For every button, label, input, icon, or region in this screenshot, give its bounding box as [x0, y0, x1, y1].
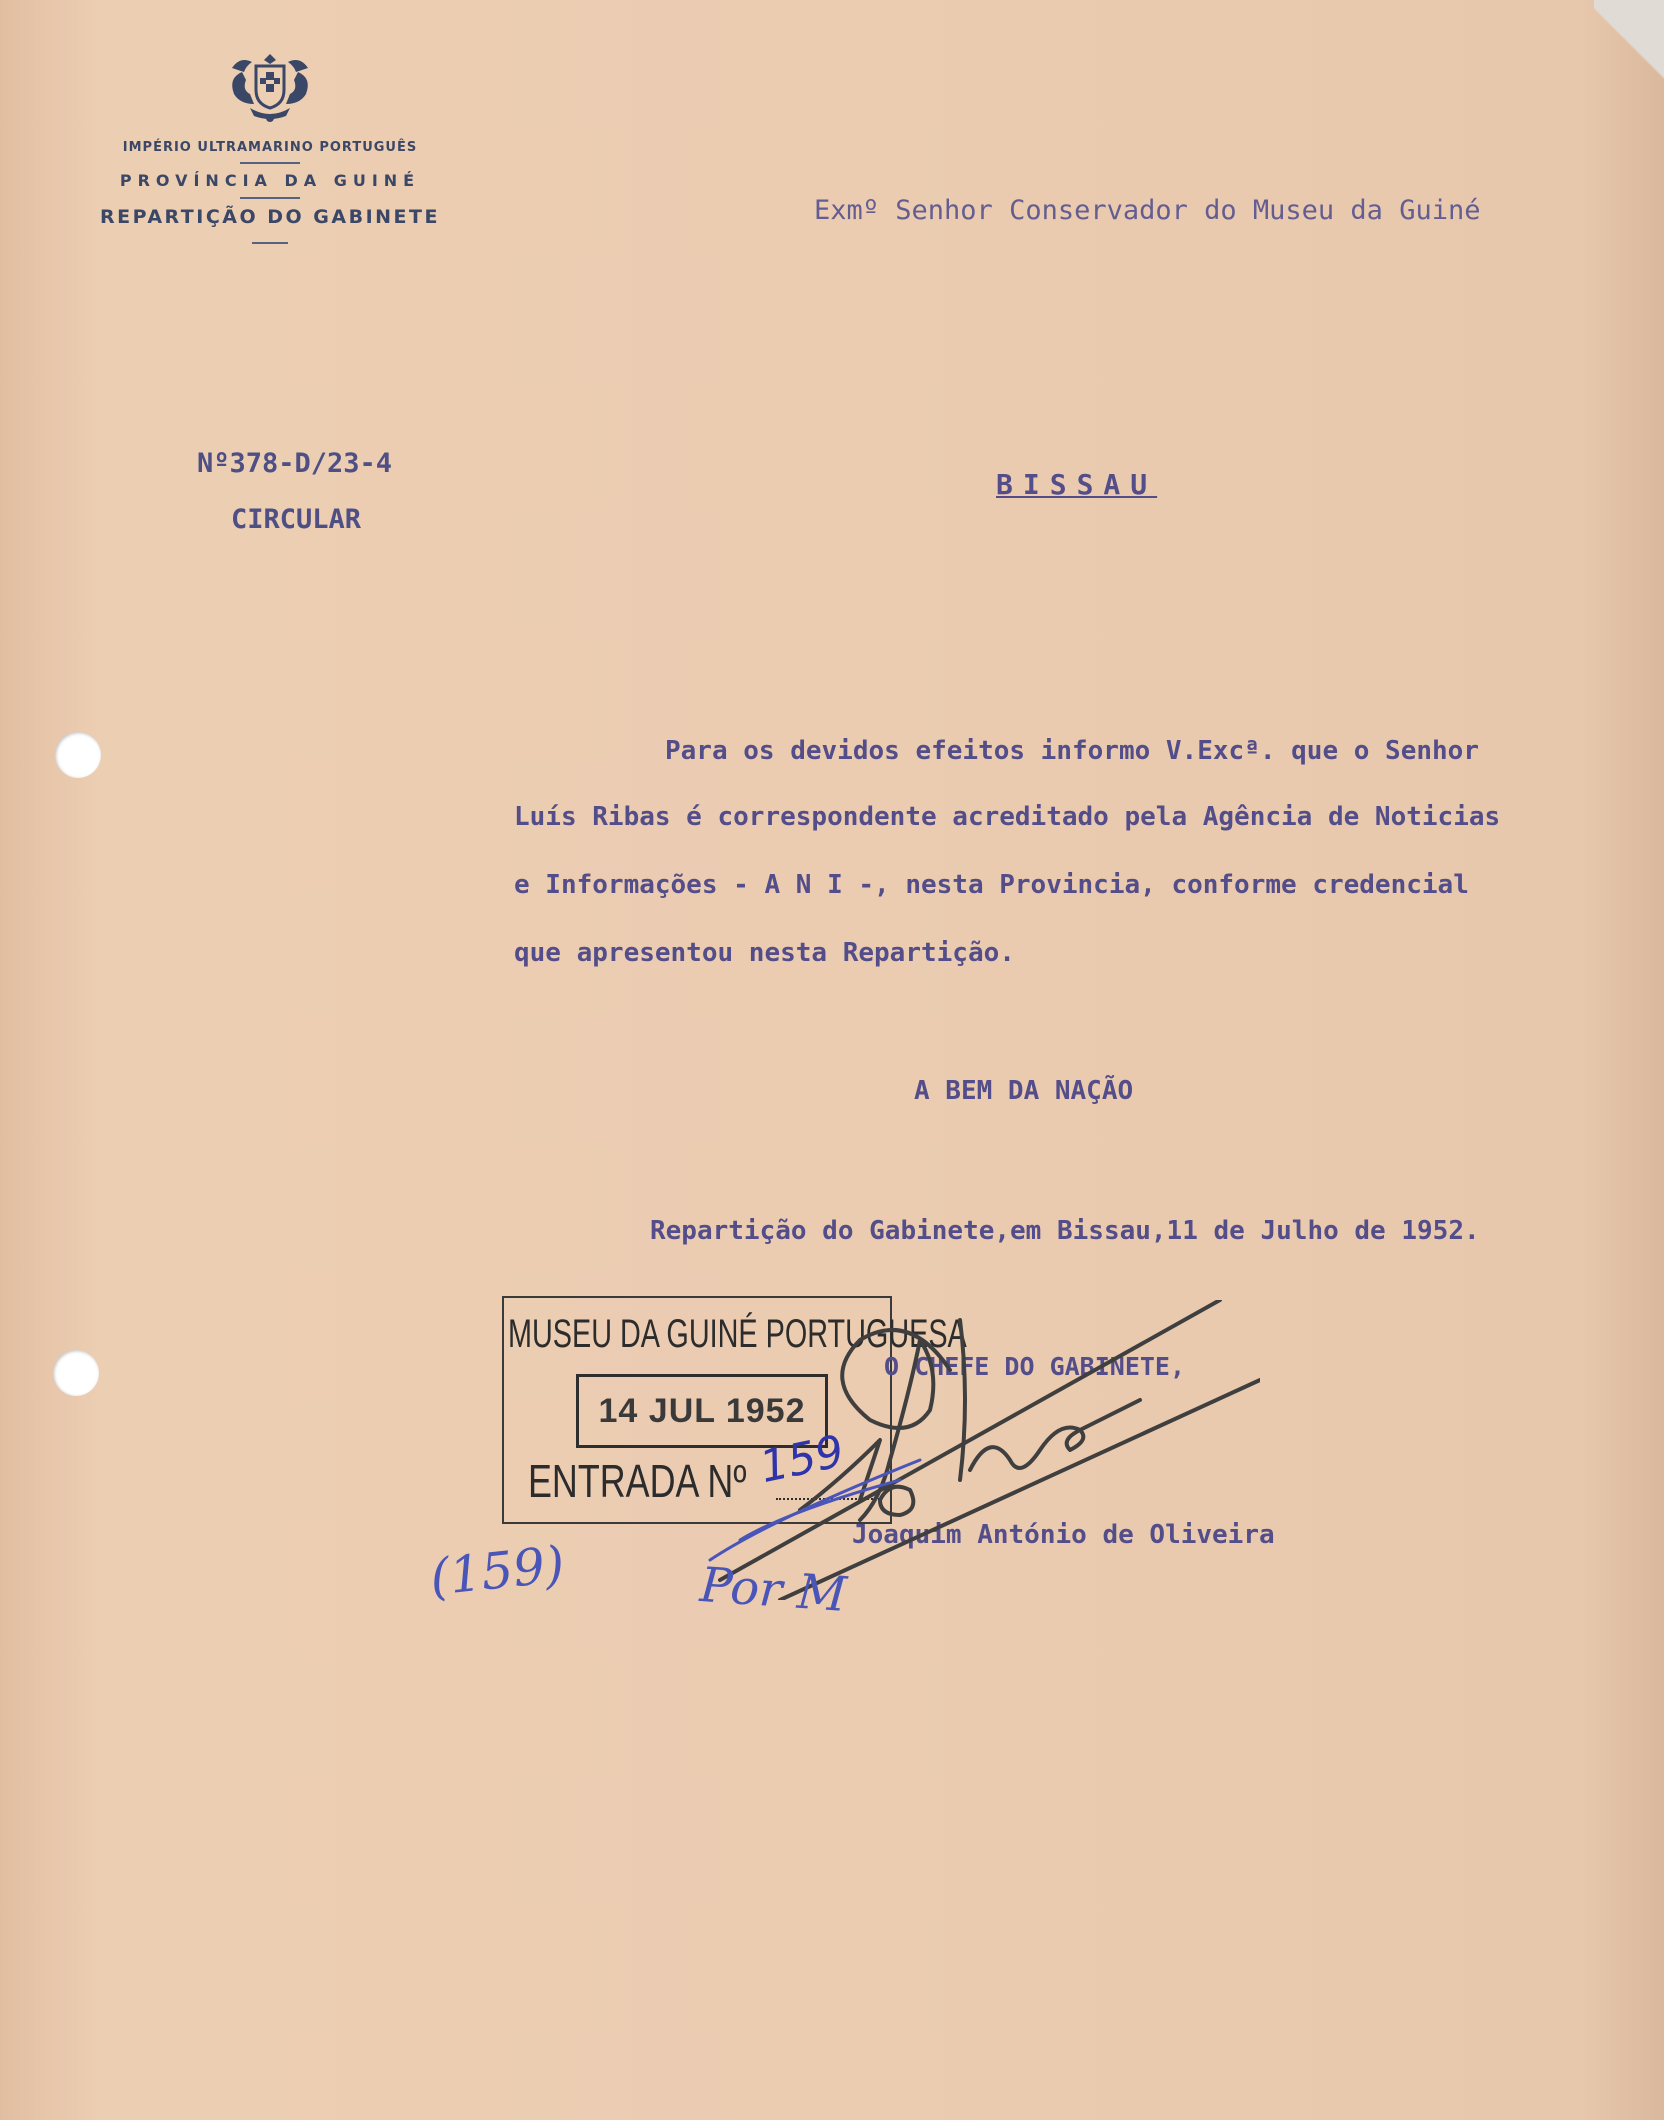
letterhead: [60, 50, 480, 251]
closing-salutation: A BEM DA NAÇÃO: [914, 1076, 1134, 1106]
city-heading: BISSAU: [996, 468, 1158, 501]
stamp-title: MUSEU DA GUINÉ PORTUGUESA: [508, 1312, 967, 1356]
stamp-date: 14 JUL 1952: [576, 1374, 828, 1448]
body-line: que apresentou nesta Repartição.: [514, 938, 1015, 968]
reference-number: Nº378-D/23-4: [197, 448, 393, 479]
letterhead-divider: [252, 242, 288, 244]
handwritten-number: (159): [427, 1535, 568, 1607]
body-line: Luís Ribas é correspondente acreditado pela Agência de Noticias: [514, 802, 1501, 832]
punch-hole: [55, 732, 101, 778]
page-corner-fold: [1594, 0, 1664, 90]
stamp-entry-label: ENTRADA Nº: [528, 1455, 747, 1507]
stamp-entry-number: 159: [755, 1425, 849, 1494]
letterhead-divider: [240, 162, 300, 164]
letterhead-empire: IMPÉRIO ULTRAMARINO PORTUGUÊS: [122, 140, 418, 155]
body-line: e Informações - A N I -, nesta Provincia, conforme credencial: [514, 870, 1469, 900]
signatory-name: Joaquim António de Oliveira: [852, 1520, 1275, 1550]
coat-of-arms-icon: [222, 50, 318, 126]
letterhead-department: REPARTIÇÃO DO GABINETE: [100, 206, 440, 228]
letterhead-divider: [240, 197, 300, 199]
handwritten-strikes: [700, 1440, 930, 1590]
letterhead-province: PROVÍNCIA DA GUINÉ: [119, 171, 421, 190]
handwritten-initials: Por M: [698, 1556, 849, 1624]
signatory-title: O CHEFE DO GABINETE,: [884, 1352, 1186, 1381]
addressee: Exmº Senhor Conservador do Museu da Guiné: [814, 195, 1481, 226]
punch-hole: [53, 1350, 99, 1396]
reference-type: CIRCULAR: [231, 504, 362, 535]
body-line: Para os devidos efeitos informo V.Excª. que o Senhor: [665, 736, 1479, 766]
place-and-date: Repartição do Gabinete,em Bissau,11 de Julho de 1952.: [650, 1216, 1480, 1246]
